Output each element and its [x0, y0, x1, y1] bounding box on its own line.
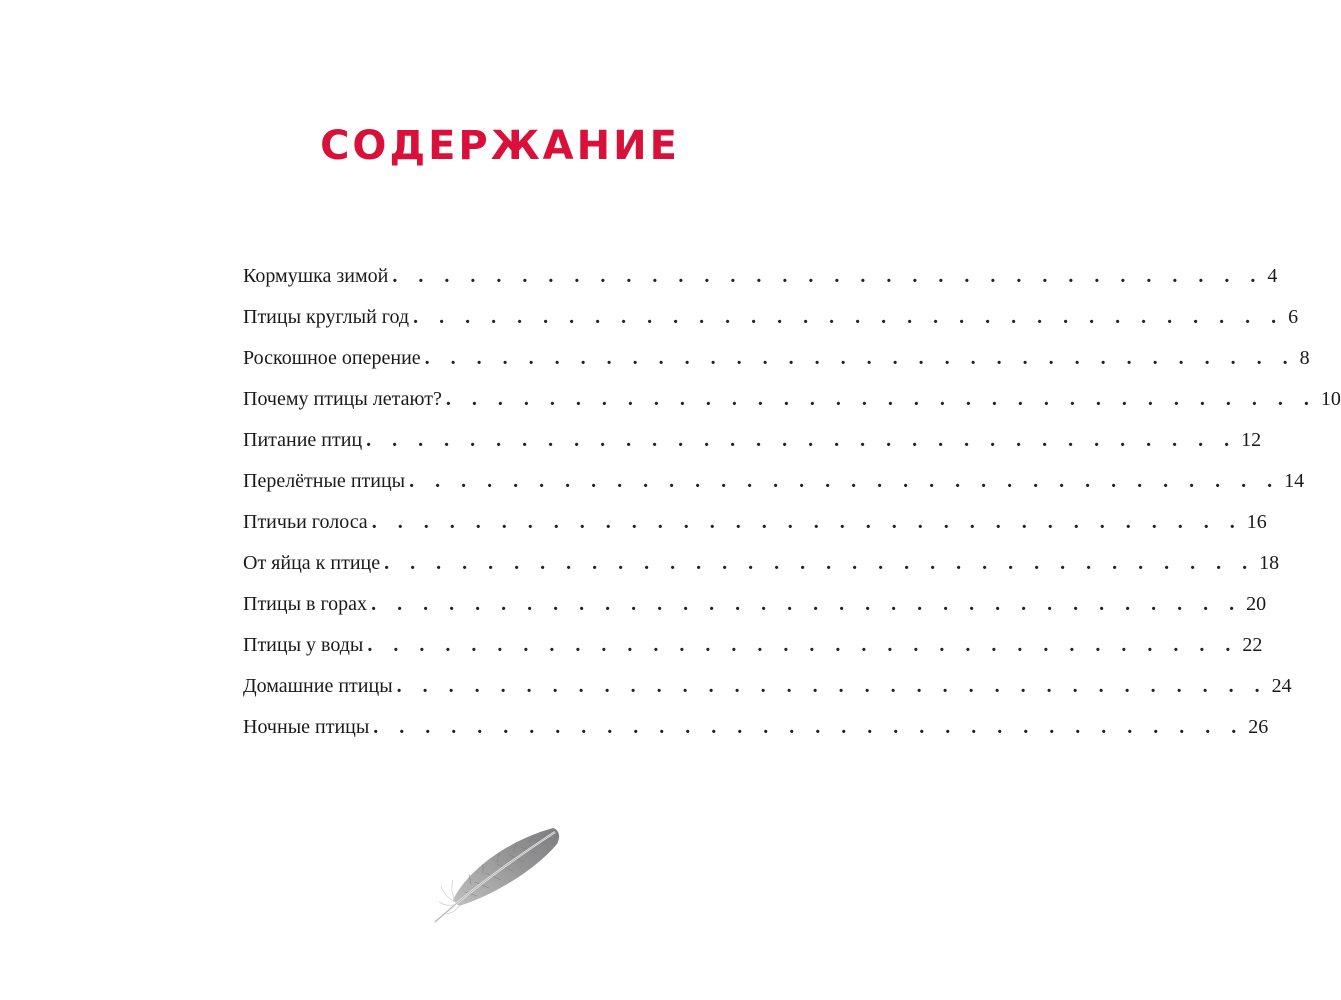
- toc-entry-page: 10: [1320, 388, 1341, 410]
- toc-entry-title: Птицы круглый год: [243, 306, 410, 328]
- toc-entry[interactable]: [243, 666, 1292, 707]
- toc-entry[interactable]: [243, 584, 1267, 625]
- dot-leader: . . . . . . . . . . . . . . . . . . . . . . . . . . . . . . . . . .: [409, 470, 1281, 492]
- toc-entry-title: Кормушка зимой: [243, 265, 389, 287]
- toc-entry-page: 12: [1241, 429, 1262, 451]
- toc-entry[interactable]: [243, 297, 1299, 338]
- toc-entry[interactable]: [243, 502, 1267, 543]
- toc-entry-title: Домашние птицы: [243, 675, 393, 697]
- toc-entry[interactable]: [243, 256, 1278, 297]
- toc-entry-title: Птицы у воды: [243, 634, 364, 656]
- toc-entry[interactable]: [243, 420, 1262, 461]
- toc-entry-page: 26: [1248, 716, 1269, 738]
- feather-icon: [425, 822, 565, 932]
- toc-entry[interactable]: [243, 707, 1269, 748]
- toc-entry-page: 16: [1246, 511, 1267, 533]
- toc-entry-title: Перелётные птицы: [243, 470, 406, 492]
- dot-leader: . . . . . . . . . . . . . . . . . . . . . . . . . . . . . . . . . .: [424, 347, 1296, 369]
- dot-leader: . . . . . . . . . . . . . . . . . . . . . . . . . . . . . . . . . .: [371, 593, 1243, 615]
- table-of-contents: [243, 256, 1341, 748]
- toc-entry[interactable]: [243, 625, 1263, 666]
- toc-entry-page: 14: [1284, 470, 1305, 492]
- dot-leader: . . . . . . . . . . . . . . . . . . . . . . . . . . . . . . . . . .: [367, 634, 1239, 656]
- toc-entry-title: Птицы в горах: [243, 593, 368, 615]
- toc-entry-title: Питание птиц: [243, 429, 363, 451]
- toc-entry[interactable]: [243, 379, 1341, 420]
- dot-leader: . . . . . . . . . . . . . . . . . . . . . . . . . . . . . . . . . .: [371, 511, 1243, 533]
- toc-entry[interactable]: [243, 461, 1305, 502]
- dot-leader: . . . . . . . . . . . . . . . . . . . . . . . . . . . . . . . . . .: [392, 265, 1264, 287]
- toc-entry-page: 20: [1246, 593, 1267, 615]
- toc-entry-page: 6: [1288, 306, 1299, 328]
- toc-entry-page: 8: [1299, 347, 1310, 369]
- dot-leader: . . . . . . . . . . . . . . . . . . . . . . . . . . . . . . . . . .: [445, 388, 1317, 410]
- toc-entry-title: Почему птицы летают?: [243, 388, 442, 410]
- toc-entry-page: 18: [1259, 552, 1280, 574]
- toc-entry-title: Роскошное оперение: [243, 347, 421, 369]
- toc-entry-title: Ночные птицы: [243, 716, 370, 738]
- toc-entry-page: 4: [1267, 265, 1278, 287]
- dot-leader: . . . . . . . . . . . . . . . . . . . . . . . . . . . . . . . . . .: [373, 716, 1245, 738]
- toc-entry-title: Птичьи голоса: [243, 511, 368, 533]
- dot-leader: . . . . . . . . . . . . . . . . . . . . . . . . . . . . . . . . . .: [396, 675, 1268, 697]
- toc-entry-title: От яйца к птице: [243, 552, 381, 574]
- toc-entry-page: 22: [1242, 634, 1263, 656]
- toc-entry-page: 24: [1271, 675, 1292, 697]
- dot-leader: . . . . . . . . . . . . . . . . . . . . . . . . . . . . . . . . . .: [413, 306, 1285, 328]
- page-title: СОДЕРЖАНИЕ: [320, 123, 680, 169]
- dot-leader: . . . . . . . . . . . . . . . . . . . . . . . . . . . . . . . . . .: [384, 552, 1256, 574]
- toc-entry[interactable]: [243, 543, 1280, 584]
- dot-leader: . . . . . . . . . . . . . . . . . . . . . . . . . . . . . . . . . .: [366, 429, 1238, 451]
- toc-entry[interactable]: [243, 338, 1310, 379]
